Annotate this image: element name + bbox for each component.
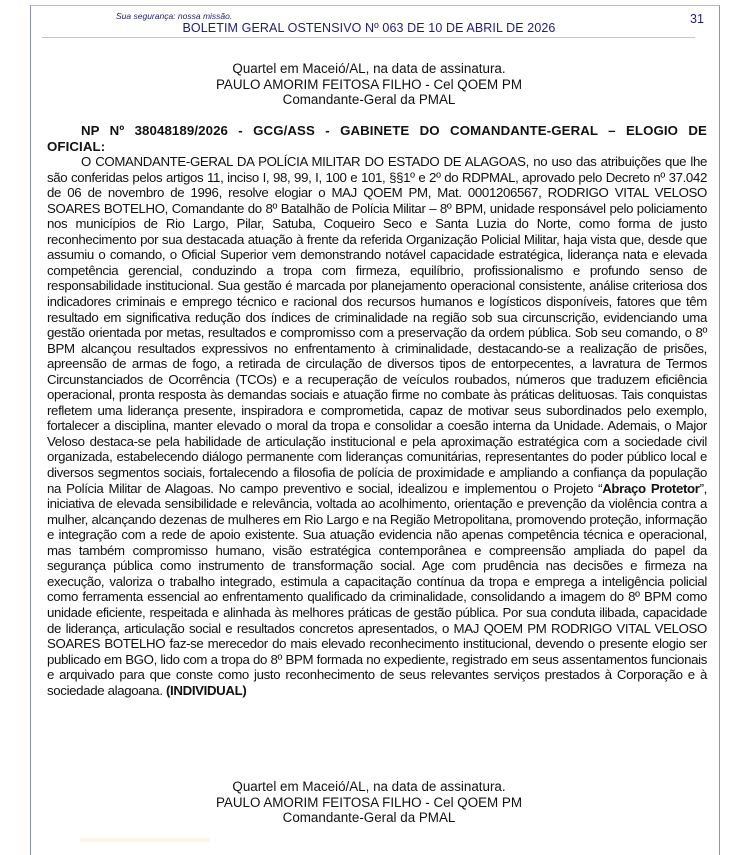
article-commendation: [47, 123, 707, 698]
signature-place-date: Quartel em Maceió/AL, na data de assinatura.: [232, 779, 506, 794]
signature-name: PAULO AMORIM FEITOSA FILHO - Cel QOEM PM: [215, 76, 523, 92]
bulletin-title: BOLETIM GERAL OSTENSIVO Nº 063 DE 10 DE ABRIL DE 2026: [182, 21, 556, 35]
signature-role: Comandante-Geral da PMAL: [282, 92, 456, 108]
article-title: NP Nº 38048189/2026 - GCG/ASS - GABINETE DO COMANDANTE-GERAL – ELOGIO DE OFICIAL:: [47, 123, 707, 154]
signature-block-top: [0, 61, 738, 108]
project-name: Abraço Protetor: [602, 480, 700, 496]
page-number: 31: [690, 12, 704, 26]
page-header: [0, 0, 738, 45]
signature-name: PAULO AMORIM FEITOSA FILHO - Cel QOEM PM: [215, 794, 523, 810]
closing-tag: (INDIVIDUAL): [165, 682, 247, 698]
article-body-part-2: ”, iniciativa de elevada sensibilidade e relevância, voltada ao acolhimento, orientação e prevenção da violência contra a mulher, alcançando dezenas de mulheres em Rio Largo e na Região Metropolitana, promovendo proteção, informação e integração com a rede de apoio existente. Sua atuação evidencia não apenas competência técnica e operacional, mas também compromisso humano, visão estratégica contemporânea e compreensão ampliada do papel da segurança pública como instrumento de transformação social. Age com prudência nas decisões e firmeza na execução, valoriza o trabalho integrado, estimula a capacitação contínua da tropa e emprega a inteligência policial como ferramenta essencial ao enfrentamento qualificado da criminalidade, consolidando a imagem do 8º BPM como unidade eficiente, respeitada e alinhada às melhores práticas de gestão pública. Por sua conduta ilibada, capacidade de liderança, articulação social e resultados concretos apresentados, o MAJ QOEM PM RODRIGO VITAL VELOSO SOARES BOTELHO faz-se merecedor do mais elevado reconhecimento institucional, devendo o presente elogio ser publicado em BGO, lido com a tropa do 8º BPM formada no expediente, registrado em seus assentamentos funcionais e arquivado para que conste como justo reconhecimento de seus relevantes serviços prestados à Corporação e à sociedade alagoana.: [47, 480, 707, 698]
signature-role: Comandante-Geral da PMAL: [282, 810, 456, 826]
faint-stamp-mark: [80, 838, 210, 842]
article-body-part-1: O COMANDANTE-GERAL DA POLÍCIA MILITAR DO ESTADO DE ALAGOAS, no uso das atribuições que lhe são conferidas pelos artigos 11, inciso I, 98, 99, I, 100 e 101, §§1º e 2º do RDPMAL, aprovado pelo Decreto nº 37.042 de 06 de novembro de 1996, resolve elogiar o MAJ QOEM PM, Mat. 0001206567, RODRIGO VITAL VELOSO SOARES BOTELHO, Comandante do 8º Batalhão de Polícia Militar – 8º BPM, unidade responsável pelo policiamento nos municípios de Rio Largo, Pilar, Satuba, Coqueiro Seco e Santa Luzia do Norte, como forma de justo reconhecimento por sua destacada atuação à frente da referida Organização Policial Militar, haja vista que, desde que assumiu o comando, o Oficial Superior vem demonstrando notável capacidade estratégica, liderança nata e elevada competência gerencial, conduzindo a tropa com firmeza, equilíbrio, profissionalismo e profundo senso de responsabilidade institucional. Sua gestão é marcada por planejamento operacional consistente, análise criteriosa dos indicadores criminais e emprego técnico e racional dos recursos humanos e logísticos disponíveis, fatores que têm resultado em significativa redução dos índices de criminalidade na região sob sua circunscrição, evidenciando uma gestão orientada por metas, resultados e compromisso com a preservação da ordem pública. Sob seu comando, o 8º BPM alcançou resultados expressivos no enfrentamento à criminalidade, destacando-se a realização de prisões, apreensão de armas de fogo, a retirada de circulação de diversos tipos de entorpecentes, a lavratura de Termos Circunstanciados de Ocorrência (TCOs) e a recuperação de veículos roubados, números que traduzem eficiência operacional, pronta resposta às demandas sociais e atuação firme no combate às práticas delituosas. Tais conquistas refletem uma liderança presente, inspiradora e comprometida, capaz de motivar seus subordinados pelo exemplo, fortalecer a disciplina, manter elevado o moral da tropa e consolidar a coesão interna da Unidade. Ademais, o Major Veloso destaca-se pela habilidade de articulação institucional e pela aproximação estratégica com a sociedade civil organizada, estabelecendo diálogo permanente com lideranças comunitárias, representantes do poder público local e diversos segmentos sociais, fortalecendo a filosofia de polícia de proximidade e ampliando a confiança da população na Polícia Militar de Alagoas. No campo preventivo e social, idealizou e implementou o Projeto “: [47, 154, 707, 496]
signature-block-bottom: [0, 779, 738, 826]
header-motto: Sua segurança: nossa missão.: [116, 11, 233, 21]
article-body: [47, 154, 707, 698]
header-divider: [42, 37, 695, 38]
signature-place-date: Quartel em Maceió/AL, na data de assinatura.: [232, 61, 506, 76]
